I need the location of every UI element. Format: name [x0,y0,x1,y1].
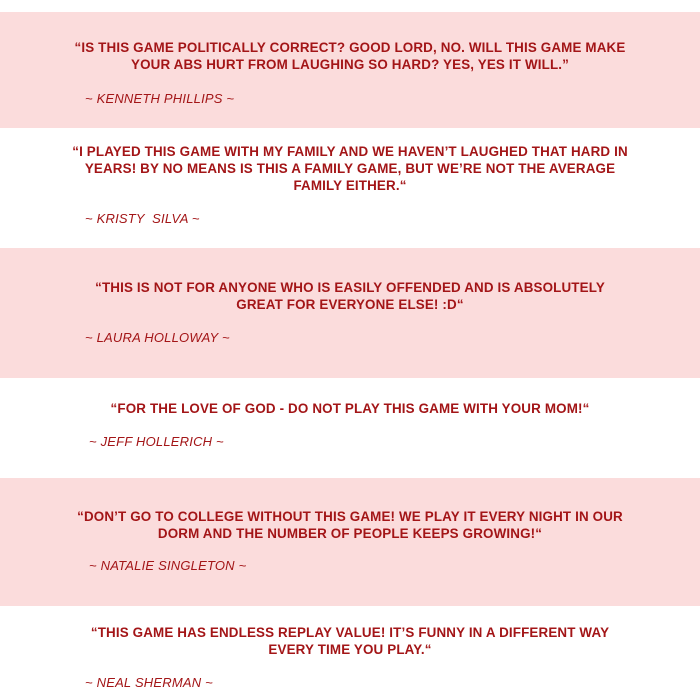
testimonial-author: ~ KRISTY SILVA ~ [85,211,200,226]
testimonial-card [0,478,700,606]
testimonial-author: ~ NATALIE SINGLETON ~ [89,558,247,573]
testimonial-card [0,248,700,378]
testimonial-author: ~ JEFF HOLLERICH ~ [89,434,224,449]
testimonial-quote: “THIS GAME HAS ENDLESS REPLAY VALUE! IT’S FUNNY IN A DIFFERENT WAY EVERY TIME YOU PLAY.“ [90,625,610,657]
testimonial-quote: “THIS IS NOT FOR ANYONE WHO IS EASILY OFFENDED AND IS ABSOLUTELY GREAT FOR EVERYONE ELSE! :D“ [95,280,605,312]
testimonial-author: ~ NEAL SHERMAN ~ [85,675,213,690]
testimonial-quote: “DON’T GO TO COLLEGE WITHOUT THIS GAME! WE PLAY IT EVERY NIGHT IN OUR DORM AND THE NUMBER OF PEOPLE KEEPS GROWING!“ [77,509,623,541]
testimonial-card [0,128,700,248]
testimonial-quote: “I PLAYED THIS GAME WITH MY FAMILY AND WE HAVEN’T LAUGHED THAT HARD IN YEARS! BY NO MEANS IS THIS A FAMILY GAME, BUT WE’RE NOT THE AVERAGE FAMILY EITHER.“ [72,144,628,193]
testimonial-quote: “FOR THE LOVE OF GOD - DO NOT PLAY THIS GAME WITH YOUR MOM!“ [110,401,590,416]
testimonial-card [0,12,700,128]
testimonial-author: ~ KENNETH PHILLIPS ~ [85,91,235,106]
testimonial-author: ~ LAURA HOLLOWAY ~ [85,330,230,345]
testimonial-card [0,378,700,478]
testimonial-card [0,606,700,700]
testimonial-quote: “IS THIS GAME POLITICALLY CORRECT? GOOD LORD, NO. WILL THIS GAME MAKE YOUR ABS HURT FROM LAUGHING SO HARD? YES, YES IT WILL.” [74,40,626,72]
